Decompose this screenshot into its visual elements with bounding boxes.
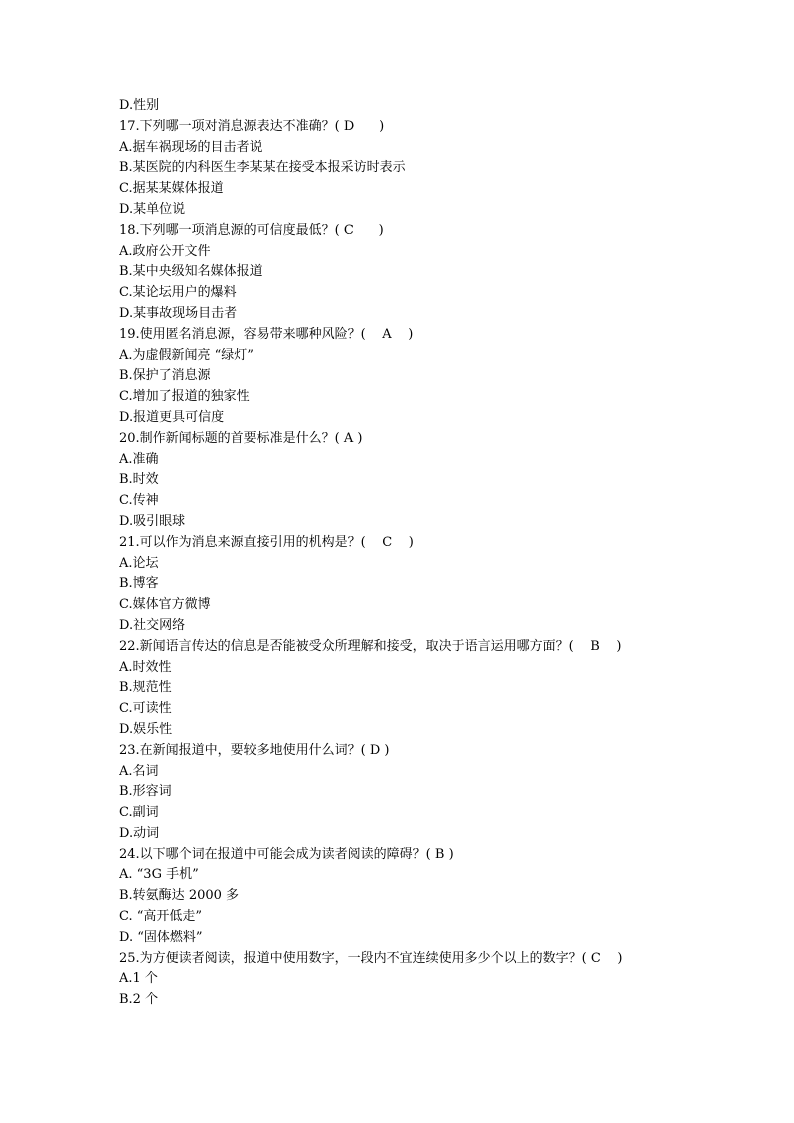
option-25-a: A.1 个 (119, 971, 158, 987)
option-24-b: B.转氨酶达 2000 多 (119, 888, 240, 904)
option-20-c: C.传神 (119, 493, 159, 509)
option-20-d: D.吸引眼球 (119, 513, 186, 529)
question-21: 21.可以作为消息来源直接引用的机构是？( C ) (119, 534, 414, 550)
option-24-c: C. “高开低走” (119, 909, 203, 925)
option-23-b: B.形容词 (119, 784, 172, 800)
option-22-c: C.可读性 (119, 701, 172, 717)
question-22: 22.新闻语言传达的信息是否能被受众所理解和接受，取决于语言运用哪方面？( B ) (119, 638, 622, 654)
option-23-d: D.动词 (119, 825, 160, 841)
option-20-b: B.时效 (119, 472, 159, 488)
option-17-d: D.某单位说 (119, 201, 186, 217)
option-22-d: D.娱乐性 (119, 721, 173, 737)
option-21-b: B.博客 (119, 576, 159, 592)
option-20-a: A.准确 (119, 451, 159, 467)
option-23-a: A.名词 (119, 763, 159, 779)
option-25-b: B.2 个 (119, 992, 159, 1008)
option-17-a: A.据车祸现场的目击者说 (119, 139, 263, 155)
option-18-a: A.政府公开文件 (119, 243, 211, 259)
option-21-a: A.论坛 (119, 555, 159, 571)
option-22-b: B.规范性 (119, 680, 172, 696)
question-25: 25.为方便读者阅读，报道中使用数字，一段内不宜连续使用多少个以上的数字？( C ) (119, 950, 623, 966)
question-24: 24.以下哪个词在报道中可能会成为读者阅读的障碍？( B ) (119, 846, 454, 862)
document-page (119, 96, 719, 1011)
option-18-c: C.某论坛用户的爆料 (119, 285, 237, 301)
question-20: 20.制作新闻标题的首要标准是什么？( A ) (119, 430, 363, 446)
question-19: 19.使用匿名消息源，容易带来哪种风险？( A ) (119, 326, 414, 342)
question-18: 18.下列哪一项消息源的可信度最低？( C ) (119, 222, 384, 238)
option-24-d: D. “固体燃料” (119, 929, 203, 945)
option-18-b: B.某中央级知名媒体报道 (119, 264, 263, 280)
option-19-a: A.为虚假新闻亮 “绿灯” (119, 347, 254, 363)
option-19-d: D.报道更具可信度 (119, 409, 225, 425)
option-17-b: B.某医院的内科医生李某某在接受本报采访时表示 (119, 160, 406, 176)
option-21-c: C.媒体官方微博 (119, 597, 211, 613)
option-24-a: A. “3G 手机” (119, 867, 199, 883)
option-17-c: C.据某某媒体报道 (119, 181, 224, 197)
option-21-d: D.社交网络 (119, 617, 186, 633)
option-18-d: D.某事故现场目击者 (119, 305, 238, 321)
option-22-a: A.时效性 (119, 659, 172, 675)
question-17: 17.下列哪一项对消息源表达不准确？( D ) (119, 118, 385, 134)
option-23-c: C.副词 (119, 805, 159, 821)
option-19-b: B.保护了消息源 (119, 368, 211, 384)
question-23: 23.在新闻报道中，要较多地使用什么词？( D ) (119, 742, 390, 758)
option-d-gender: D.性别 (119, 98, 160, 113)
option-19-c: C.增加了报道的独家性 (119, 389, 250, 405)
